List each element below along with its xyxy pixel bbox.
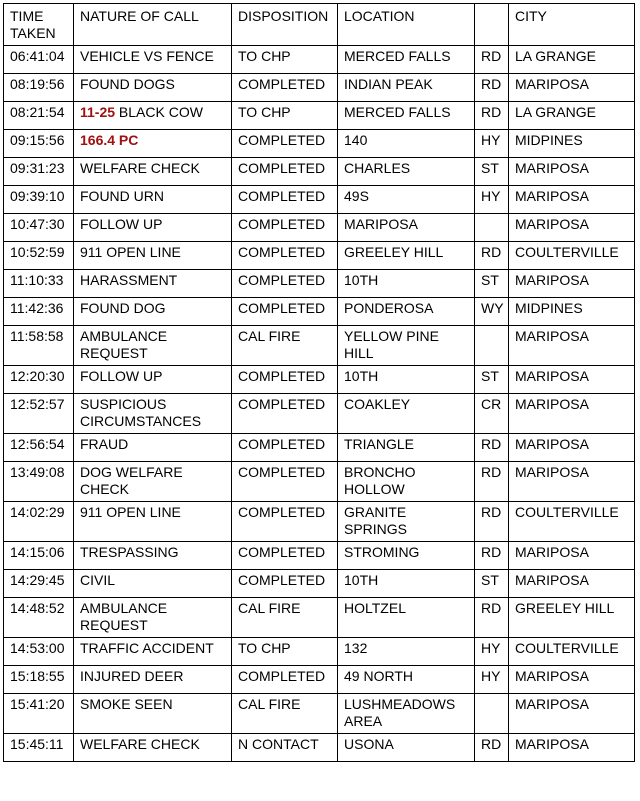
cell-time: 15:45:11 xyxy=(4,734,74,762)
cell-time: 10:52:59 xyxy=(4,242,74,270)
call-nature: VEHICLE VS FENCE xyxy=(80,48,214,64)
cell-location-suffix: RD xyxy=(475,598,509,638)
cell-location-suffix xyxy=(475,694,509,734)
cell-location: LUSHMEADOWS AREA xyxy=(338,694,475,734)
cell-location: 132 xyxy=(338,638,475,666)
cell-disposition: COMPLETED xyxy=(232,394,338,434)
cell-location: GRANITE SPRINGS xyxy=(338,502,475,542)
cell-location: 10TH xyxy=(338,366,475,394)
cell-location: MERCED FALLS xyxy=(338,46,475,74)
call-log-table xyxy=(3,3,635,762)
table-row xyxy=(4,186,635,214)
cell-city: COULTERVILLE xyxy=(509,502,635,542)
call-nature: FOLLOW UP xyxy=(80,216,163,232)
cell-nature-of-call xyxy=(74,366,232,394)
cell-nature-of-call xyxy=(74,638,232,666)
cell-city: COULTERVILLE xyxy=(509,242,635,270)
cell-time: 14:29:45 xyxy=(4,570,74,598)
cell-location: COAKLEY xyxy=(338,394,475,434)
cell-nature-of-call xyxy=(74,326,232,366)
cell-city: MIDPINES xyxy=(509,130,635,158)
cell-location: INDIAN PEAK xyxy=(338,74,475,102)
cell-time: 14:02:29 xyxy=(4,502,74,542)
table-row xyxy=(4,158,635,186)
cell-nature-of-call xyxy=(74,434,232,462)
cell-location-suffix: RD xyxy=(475,462,509,502)
table-row xyxy=(4,734,635,762)
cell-disposition: COMPLETED xyxy=(232,130,338,158)
cell-nature-of-call xyxy=(74,502,232,542)
cell-location-suffix xyxy=(475,214,509,242)
header-disposition: DISPOSITION xyxy=(232,4,338,46)
cell-city: GREELEY HILL xyxy=(509,598,635,638)
call-nature: AMBULANCE REQUEST xyxy=(80,600,168,633)
cell-disposition: TO CHP xyxy=(232,102,338,130)
cell-location-suffix: RD xyxy=(475,102,509,130)
cell-time: 11:58:58 xyxy=(4,326,74,366)
cell-city: MARIPOSA xyxy=(509,666,635,694)
cell-location: CHARLES xyxy=(338,158,475,186)
cell-time: 06:41:04 xyxy=(4,46,74,74)
call-nature: HARASSMENT xyxy=(80,272,178,288)
cell-location: MERCED FALLS xyxy=(338,102,475,130)
table-row xyxy=(4,638,635,666)
cell-location: TRIANGLE xyxy=(338,434,475,462)
cell-nature-of-call xyxy=(74,394,232,434)
cell-location: YELLOW PINE HILL xyxy=(338,326,475,366)
call-nature: WELFARE CHECK xyxy=(80,160,200,176)
cell-disposition: COMPLETED xyxy=(232,242,338,270)
cell-time: 08:19:56 xyxy=(4,74,74,102)
cell-disposition: COMPLETED xyxy=(232,462,338,502)
cell-location: PONDEROSA xyxy=(338,298,475,326)
cell-location-suffix: CR xyxy=(475,394,509,434)
cell-city: MARIPOSA xyxy=(509,186,635,214)
cell-disposition: COMPLETED xyxy=(232,214,338,242)
table-row xyxy=(4,542,635,570)
cell-city: MARIPOSA xyxy=(509,570,635,598)
table-row xyxy=(4,366,635,394)
call-code: 11-25 xyxy=(80,104,116,120)
cell-city: MARIPOSA xyxy=(509,462,635,502)
cell-disposition: COMPLETED xyxy=(232,542,338,570)
cell-time: 08:21:54 xyxy=(4,102,74,130)
cell-nature-of-call xyxy=(74,462,232,502)
cell-nature-of-call xyxy=(74,214,232,242)
cell-city: LA GRANGE xyxy=(509,46,635,74)
cell-time: 15:18:55 xyxy=(4,666,74,694)
cell-nature-of-call xyxy=(74,102,232,130)
cell-location: BRONCHO HOLLOW xyxy=(338,462,475,502)
table-body xyxy=(4,46,635,762)
table-row xyxy=(4,298,635,326)
cell-disposition: COMPLETED xyxy=(232,158,338,186)
cell-location: GREELEY HILL xyxy=(338,242,475,270)
cell-city: MARIPOSA xyxy=(509,542,635,570)
cell-disposition: CAL FIRE xyxy=(232,598,338,638)
table-row xyxy=(4,502,635,542)
cell-city: MARIPOSA xyxy=(509,694,635,734)
cell-location-suffix: RD xyxy=(475,502,509,542)
cell-location: 140 xyxy=(338,130,475,158)
cell-location: 10TH xyxy=(338,570,475,598)
cell-disposition: CAL FIRE xyxy=(232,326,338,366)
cell-time: 10:47:30 xyxy=(4,214,74,242)
cell-location-suffix: HY xyxy=(475,130,509,158)
table-row xyxy=(4,570,635,598)
cell-location-suffix: HY xyxy=(475,186,509,214)
cell-time: 11:42:36 xyxy=(4,298,74,326)
call-nature: AMBULANCE REQUEST xyxy=(80,328,168,361)
cell-nature-of-call xyxy=(74,694,232,734)
cell-location-suffix: RD xyxy=(475,542,509,570)
cell-time: 11:10:33 xyxy=(4,270,74,298)
cell-city: MARIPOSA xyxy=(509,214,635,242)
cell-disposition: TO CHP xyxy=(232,46,338,74)
cell-time: 09:39:10 xyxy=(4,186,74,214)
cell-city: MARIPOSA xyxy=(509,74,635,102)
cell-nature-of-call xyxy=(74,130,232,158)
cell-disposition: COMPLETED xyxy=(232,270,338,298)
table-row xyxy=(4,74,635,102)
cell-nature-of-call xyxy=(74,270,232,298)
cell-location-suffix: RD xyxy=(475,434,509,462)
cell-disposition: COMPLETED xyxy=(232,434,338,462)
call-nature: CIVIL xyxy=(80,572,116,588)
cell-city: MARIPOSA xyxy=(509,158,635,186)
cell-nature-of-call xyxy=(74,242,232,270)
cell-city: MARIPOSA xyxy=(509,394,635,434)
cell-nature-of-call xyxy=(74,46,232,74)
cell-disposition: COMPLETED xyxy=(232,298,338,326)
cell-time: 14:53:00 xyxy=(4,638,74,666)
header-row xyxy=(4,4,635,46)
table-row xyxy=(4,666,635,694)
call-nature: TRAFFIC ACCIDENT xyxy=(80,640,214,656)
cell-time: 15:41:20 xyxy=(4,694,74,734)
call-nature: WELFARE CHECK xyxy=(80,736,200,752)
cell-location: USONA xyxy=(338,734,475,762)
cell-location-suffix: HY xyxy=(475,638,509,666)
cell-nature-of-call xyxy=(74,598,232,638)
cell-nature-of-call xyxy=(74,298,232,326)
call-nature: INJURED DEER xyxy=(80,668,184,684)
cell-city: COULTERVILLE xyxy=(509,638,635,666)
cell-location-suffix: ST xyxy=(475,570,509,598)
cell-nature-of-call xyxy=(74,666,232,694)
cell-time: 12:20:30 xyxy=(4,366,74,394)
cell-city: LA GRANGE xyxy=(509,102,635,130)
call-nature: TRESPASSING xyxy=(80,544,179,560)
cell-time: 12:56:54 xyxy=(4,434,74,462)
cell-disposition: COMPLETED xyxy=(232,366,338,394)
cell-nature-of-call xyxy=(74,186,232,214)
cell-location-suffix: WY xyxy=(475,298,509,326)
call-nature: 911 OPEN LINE xyxy=(80,244,181,260)
call-nature: SUSPICIOUS CIRCUMSTANCES xyxy=(80,396,202,429)
call-nature: FRAUD xyxy=(80,436,129,452)
cell-disposition: COMPLETED xyxy=(232,502,338,542)
cell-city: MARIPOSA xyxy=(509,734,635,762)
table-row xyxy=(4,434,635,462)
table-row xyxy=(4,130,635,158)
cell-disposition: COMPLETED xyxy=(232,186,338,214)
header-location-suffix xyxy=(475,4,509,46)
table-row xyxy=(4,270,635,298)
cell-nature-of-call xyxy=(74,74,232,102)
call-nature: 911 OPEN LINE xyxy=(80,504,181,520)
cell-location-suffix xyxy=(475,326,509,366)
table-row xyxy=(4,326,635,366)
cell-time: 13:49:08 xyxy=(4,462,74,502)
header-time-taken: TIME TAKEN xyxy=(4,4,74,46)
cell-location-suffix: ST xyxy=(475,366,509,394)
table-row xyxy=(4,598,635,638)
table-row xyxy=(4,394,635,434)
cell-location: 49S xyxy=(338,186,475,214)
table-row xyxy=(4,102,635,130)
call-nature: FOUND DOG xyxy=(80,300,166,316)
header-nature-of-call: NATURE OF CALL xyxy=(74,4,232,46)
table-row xyxy=(4,214,635,242)
cell-city: MARIPOSA xyxy=(509,270,635,298)
header-location: LOCATION xyxy=(338,4,475,46)
call-nature: FOUND DOGS xyxy=(80,76,175,92)
cell-nature-of-call xyxy=(74,542,232,570)
cell-location-suffix: RD xyxy=(475,734,509,762)
cell-disposition: N CONTACT xyxy=(232,734,338,762)
cell-location: HOLTZEL xyxy=(338,598,475,638)
cell-city: MARIPOSA xyxy=(509,326,635,366)
table-row xyxy=(4,46,635,74)
call-nature: FOLLOW UP xyxy=(80,368,163,384)
call-nature: BLACK COW xyxy=(115,104,203,120)
table-row xyxy=(4,694,635,734)
cell-nature-of-call xyxy=(74,158,232,186)
cell-location: 49 NORTH xyxy=(338,666,475,694)
cell-location-suffix: RD xyxy=(475,46,509,74)
cell-time: 14:15:06 xyxy=(4,542,74,570)
cell-disposition: COMPLETED xyxy=(232,666,338,694)
cell-time: 12:52:57 xyxy=(4,394,74,434)
cell-location-suffix: ST xyxy=(475,270,509,298)
cell-time: 14:48:52 xyxy=(4,598,74,638)
cell-nature-of-call xyxy=(74,570,232,598)
cell-city: MARIPOSA xyxy=(509,434,635,462)
cell-location-suffix: RD xyxy=(475,74,509,102)
header-city: CITY xyxy=(509,4,635,46)
call-code: 166.4 PC xyxy=(80,132,139,148)
cell-location: MARIPOSA xyxy=(338,214,475,242)
cell-location: STROMING xyxy=(338,542,475,570)
cell-location: 10TH xyxy=(338,270,475,298)
cell-disposition: COMPLETED xyxy=(232,570,338,598)
call-nature: FOUND URN xyxy=(80,188,164,204)
table-row xyxy=(4,462,635,502)
cell-city: MARIPOSA xyxy=(509,366,635,394)
cell-disposition: COMPLETED xyxy=(232,74,338,102)
call-nature: SMOKE SEEN xyxy=(80,696,173,712)
cell-location-suffix: RD xyxy=(475,242,509,270)
cell-disposition: CAL FIRE xyxy=(232,694,338,734)
cell-location-suffix: HY xyxy=(475,666,509,694)
cell-nature-of-call xyxy=(74,734,232,762)
cell-location-suffix: ST xyxy=(475,158,509,186)
table-row xyxy=(4,242,635,270)
cell-time: 09:15:56 xyxy=(4,130,74,158)
call-nature: DOG WELFARE CHECK xyxy=(80,464,183,497)
cell-time: 09:31:23 xyxy=(4,158,74,186)
cell-disposition: TO CHP xyxy=(232,638,338,666)
cell-city: MIDPINES xyxy=(509,298,635,326)
